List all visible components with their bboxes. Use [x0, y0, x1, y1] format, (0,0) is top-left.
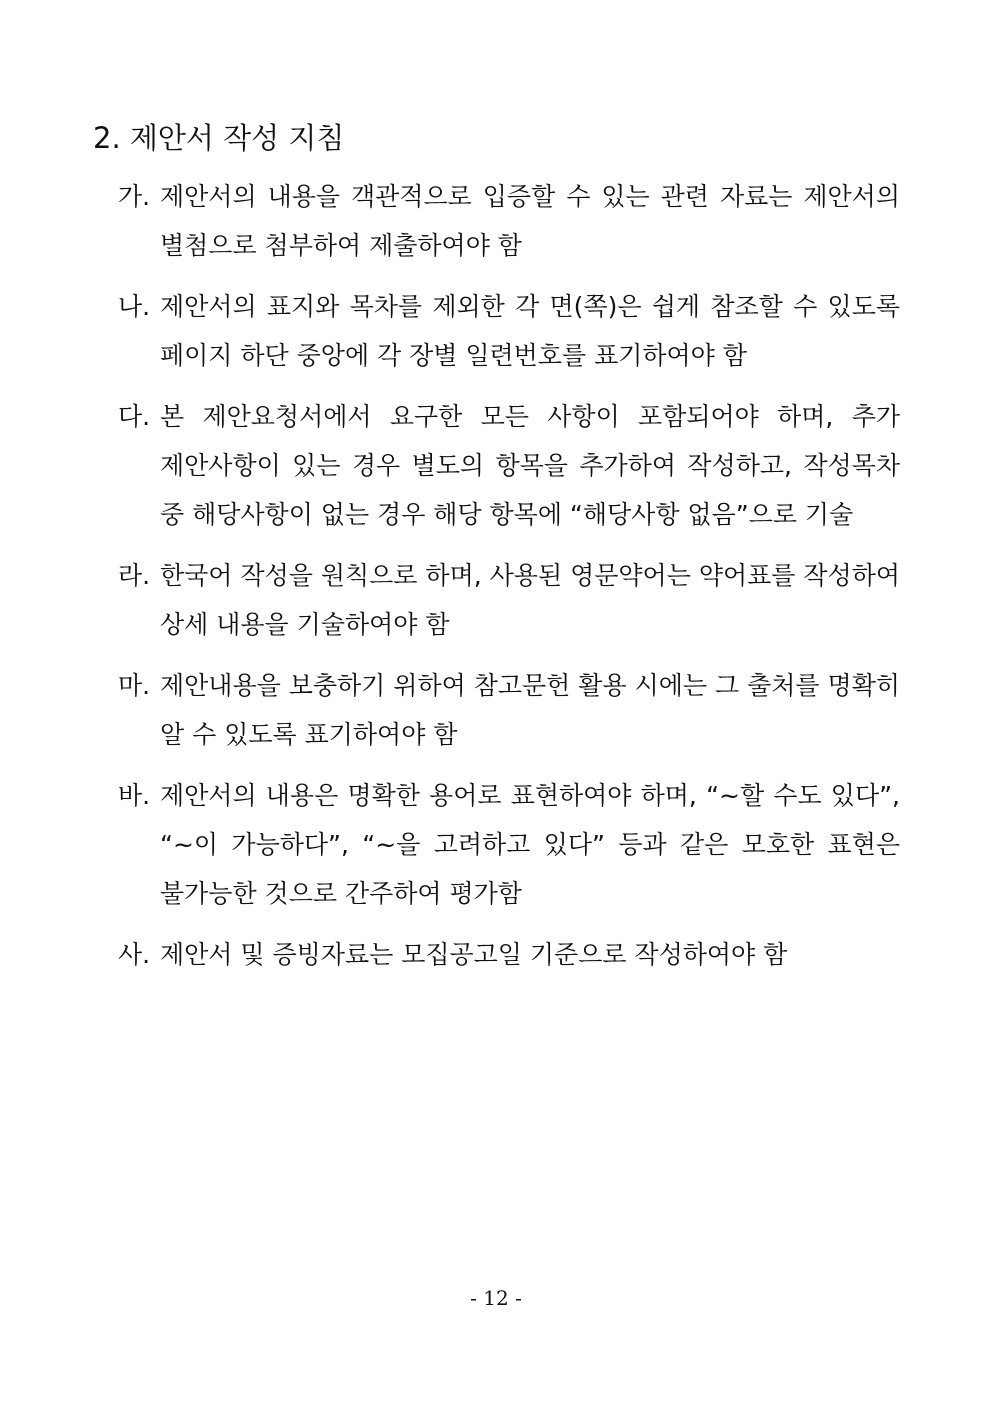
- item-text: 본 제안요청서에서 요구한 모든 사항이 포함되어야 하며, 추가 제안사항이 있는 경우 별도의 항목을 추가하여 작성하고, 작성목차 중 해당사항이 없는 경우 해당 항목에 “해당사항 없음”으로 기술: [160, 402, 900, 529]
- item-text: 제안서의 표지와 목차를 제외한 각 면(쪽)은 쉽게 참조할 수 있도록 페이지 하단 중앙에 각 장별 일련번호를 표기하여야 함: [160, 292, 900, 370]
- item-marker: 다.: [118, 402, 151, 431]
- guideline-item: [118, 771, 900, 918]
- item-marker: 나.: [118, 292, 151, 321]
- guideline-list: [118, 172, 900, 991]
- guideline-item: [118, 930, 900, 979]
- guideline-item: [118, 551, 900, 649]
- item-text: 제안서 및 증빙자료는 모집공고일 기준으로 작성하여야 함: [160, 940, 788, 969]
- guideline-item: [118, 661, 900, 759]
- item-text: 제안서의 내용은 명확한 용어로 표현하여야 하며, “~할 수도 있다”, “~이 가능하다”, “~을 고려하고 있다” 등과 같은 모호한 표현은 불가능한 것으로 간주하여 평가함: [160, 781, 900, 908]
- item-text: 한국어 작성을 원칙으로 하며, 사용된 영문약어는 약어표를 작성하여 상세 내용을 기술하여야 함: [160, 561, 900, 639]
- item-marker: 라.: [118, 561, 151, 590]
- item-marker: 가.: [118, 182, 151, 211]
- item-marker: 바.: [118, 781, 151, 810]
- item-marker: 마.: [118, 671, 151, 700]
- item-text: 제안서의 내용을 객관적으로 입증할 수 있는 관련 자료는 제안서의 별첨으로 첨부하여 제출하여야 함: [160, 182, 900, 260]
- page-number: - 12 -: [470, 1286, 522, 1310]
- section-title: 2. 제안서 작성 지침: [93, 121, 345, 155]
- guideline-item: [118, 172, 900, 270]
- item-text: 제안내용을 보충하기 위하여 참고문헌 활용 시에는 그 출처를 명확히 알 수 있도록 표기하여야 함: [160, 671, 900, 749]
- guideline-item: [118, 392, 900, 539]
- item-marker: 사.: [118, 940, 151, 969]
- guideline-item: [118, 282, 900, 380]
